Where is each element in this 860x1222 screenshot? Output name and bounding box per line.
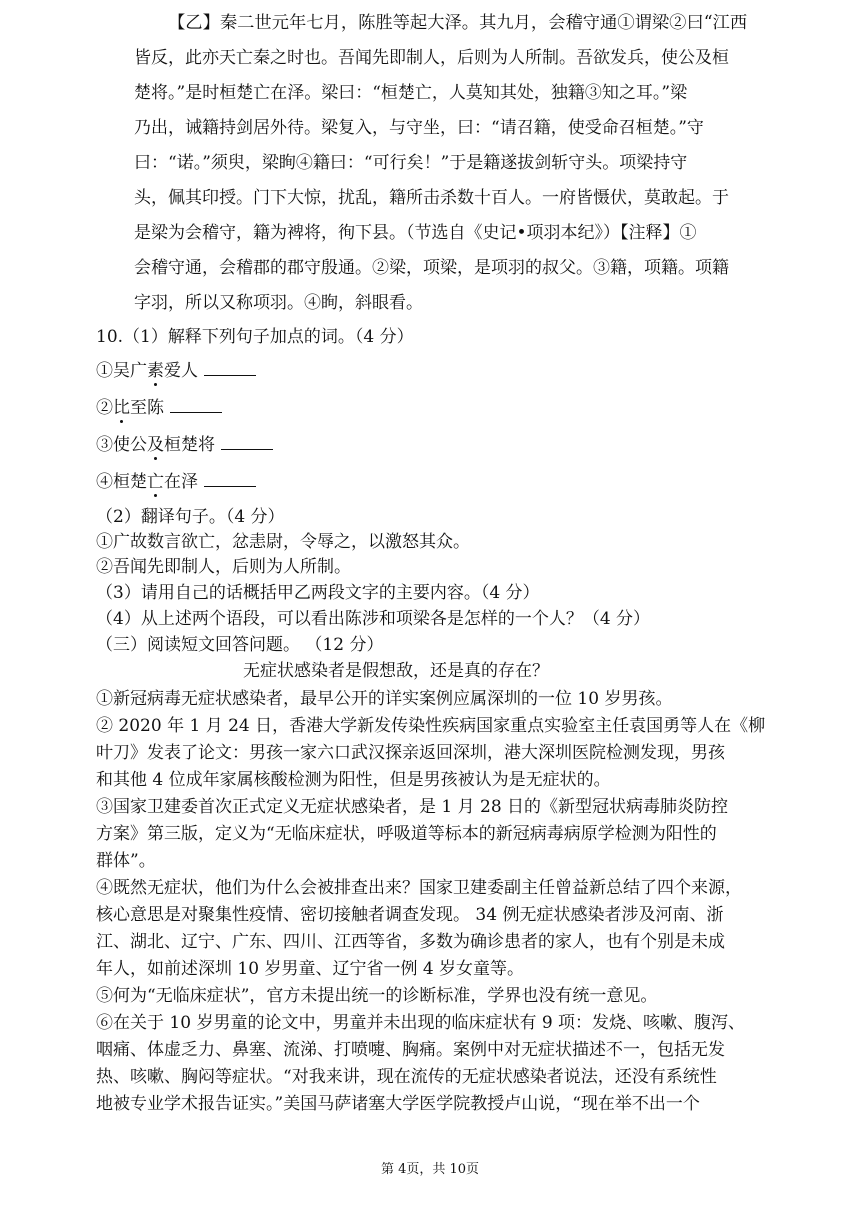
question-title: 10.（1）解释下列句子加点的词。（4 分） (96, 327, 414, 347)
answer-blank[interactable] (170, 398, 222, 413)
article-line: 核心意思是对聚集性疫情、密切接触者调查发现。 34 例无症状感染者涉及河南、浙 (96, 905, 724, 925)
subquestion-3: （3）请用自己的话概括甲乙两段文字的主要内容。（4 分） (96, 583, 540, 603)
passage-line: 头，佩其印授。门下大惊，扰乱，籍所击杀数十百人。一府皆慑伏，莫敢起。于 (134, 188, 729, 208)
passage-line: 会稽守通，会稽郡的郡守殷通。②梁，项梁，是项羽的叔父。③籍，项籍。项籍 (134, 258, 729, 278)
article-line: 咽痛、体虚乏力、鼻塞、流涕、打喷嚏、胸痛。案例中对无症状描述不一，包括无发 (96, 1040, 725, 1060)
article-line: 年人，如前述深圳 10 岁男童、辽宁省一例 4 岁女童等。 (96, 959, 525, 979)
passage-line: 楚将。”是时桓楚亡在泽。梁曰：“桓楚亡，人莫知其处，独籍③知之耳。”梁 (134, 83, 688, 103)
translate-sentence-1: ①广故数言欲亡，忿恚尉，令辱之，以激怒其众。 (96, 532, 470, 552)
passage-line: 字羽，所以又称项羽。④眴，斜眼看。 (134, 293, 423, 313)
subquestion-2: （2）翻译句子。（4 分） (96, 507, 285, 527)
article-line: 方案》第三版，定义为“无临床症状，呼吸道等标本的新冠病毒病原学检测为阳性的 (96, 824, 717, 844)
article-line: ③国家卫建委首次正式定义无症状感染者，是 1 月 28 日的《新型冠状病毒肺炎防控 (96, 797, 729, 817)
vocab-item (96, 397, 222, 419)
passage-line: 皆反，此亦天亡秦之时也。吾闻先即制人，后则为人所制。吾欲发兵，使公及桓 (134, 48, 729, 68)
translate-sentence-2: ②吾闻先即制人，后则为人所制。 (96, 557, 351, 577)
article-line: ①新冠病毒无症状感染者，最早公开的详实案例应属深圳的一位 10 岁男孩。 (96, 689, 673, 709)
article-line: 和其他 4 位成年家属核酸检测为阳性，但是男孩被认为是无症状的。 (96, 770, 611, 790)
item-prefix: ④桓楚 (96, 472, 147, 492)
article-line: 群体”。 (96, 851, 156, 871)
dotted-word: 亡 (147, 472, 164, 492)
page-footer: 第 4页，共 10页 (380, 1162, 480, 1177)
subquestion-4: （4）从上述两个语段，可以看出陈涉和项梁各是怎样的一个人？（4 分） (96, 609, 651, 629)
passage-line: 乃出，诫籍持剑居外待。梁复入，与守坐，曰：“请召籍，使受命召桓楚。”守 (134, 118, 704, 138)
dotted-word: 及 (147, 435, 164, 455)
article-title: 无症状感染者是假想敌，还是真的存在？ (243, 661, 549, 681)
item-prefix: ② (96, 398, 113, 418)
vocab-item (96, 471, 256, 493)
dotted-word: 素 (147, 361, 164, 381)
answer-blank[interactable] (204, 361, 256, 376)
passage-line: 是梁为会稽守，籍为裨将，徇下县。（节选自《史记•项羽本纪》）【注释】① (134, 223, 697, 243)
passage-line: 【乙】秦二世元年七月，陈胜等起大泽。其九月，会稽守通①谓梁②曰“江西 (168, 13, 748, 33)
article-line: 叶刀》发表了论文：男孩一家六口武汉探亲返回深圳，港大深圳医院检测发现，男孩 (96, 743, 725, 763)
article-line: ② 2020 年 1 月 24 日，香港大学新发传染性疾病国家重点实验室主任袁国勇等人在《柳 (96, 716, 766, 736)
dotted-word: 比 (113, 398, 130, 418)
section-heading: （三）阅读短文回答问题。 （12 分） (96, 635, 384, 655)
article-line: 地被专业学术报告证实。”美国马萨诸塞大学医学院教授卢山说，“现在举不出一个 (96, 1094, 700, 1114)
article-line: 江、湖北、辽宁、广东、四川、江西等省，多数为确诊患者的家人，也有个别是未成 (96, 932, 725, 952)
item-suffix: 至陈 (130, 398, 164, 418)
item-prefix: ③使公 (96, 435, 147, 455)
item-suffix: 爱人 (164, 361, 198, 381)
item-prefix: ①吴广 (96, 361, 147, 381)
vocab-item (96, 360, 256, 382)
article-line: ④既然无症状，他们为什么会被排查出来？国家卫建委副主任曾益新总结了四个来源， (96, 878, 742, 898)
article-line: 热、咳嗽、胸闷等症状。“对我来讲，现在流传的无症状感染者说法，还没有系统性 (96, 1067, 717, 1087)
answer-blank[interactable] (221, 435, 273, 450)
item-suffix: 桓楚将 (164, 435, 215, 455)
article-line: ⑥在关于 10 岁男童的论文中，男童并未出现的临床症状有 9 项：发烧、咳嗽、腹泻、 (96, 1013, 746, 1033)
passage-line: 曰：“诺。”须臾，梁眴④籍曰：“可行矣！”于是籍遂拔剑斩守头。项梁持守 (134, 153, 688, 173)
article-line: ⑤何为“无临床症状”，官方未提出统一的诊断标准，学界也没有统一意见。 (96, 986, 658, 1006)
vocab-item (96, 434, 273, 456)
item-suffix: 在泽 (164, 472, 198, 492)
answer-blank[interactable] (204, 472, 256, 487)
